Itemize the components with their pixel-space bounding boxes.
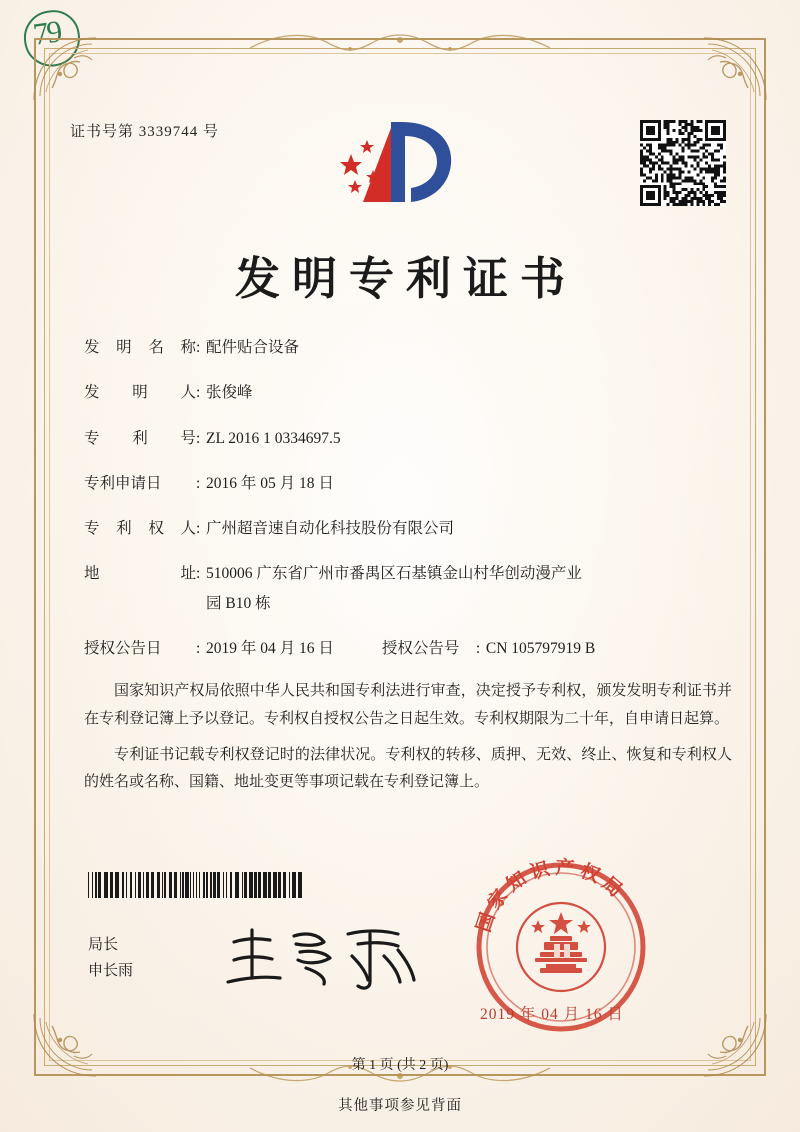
field-colon: : <box>196 520 201 537</box>
field-label-grant-number: 授权公告号 <box>381 639 460 657</box>
footer-note: 其他事项参见背面 <box>338 1098 462 1114</box>
field-grant-date <box>84 637 334 660</box>
field-label-patent-number: 专 利 号 <box>84 429 196 447</box>
field-colon: : <box>196 565 201 583</box>
svg-text:国 家 知 识 产 权 局: 国 家 知 识 产 权 局 <box>473 857 626 935</box>
handwritten-signature <box>220 916 440 996</box>
legal-text <box>84 678 732 805</box>
handwritten-id-text: 79 <box>30 13 63 52</box>
certificate-number: 证书号第 3339744 号 <box>70 124 220 140</box>
field-value-address <box>206 562 734 615</box>
field-colon: : <box>196 474 201 492</box>
field-value-patent-number: ZL 2016 1 0334697.5 <box>206 429 341 447</box>
field-value-invention-name: 配件贴合设备 <box>206 339 300 356</box>
field-value-grant-number: CN 105797919 B <box>485 639 596 657</box>
field-patent-number <box>84 427 734 450</box>
field-colon: : <box>196 384 201 402</box>
field-label-grant-date: 授权公告日 <box>84 639 162 657</box>
field-value-application-date: 2016 年 05 月 18 日 <box>206 474 334 492</box>
legal-paragraph-1: 国家知识产权局依照中华人民共和国专利法进行审查，决定授予专利权，颁发发明专利证书并在专利登记簿上予以登记。专利权自授权公告之日起生效。专利权期限为二十年，自申请日起算。 <box>84 683 732 727</box>
field-colon: : <box>196 639 201 657</box>
field-grant-row <box>84 637 734 660</box>
seal-date: 2019 年 04 月 16 日 <box>480 1006 624 1023</box>
field-value-inventor: 张俊峰 <box>206 384 253 402</box>
field-label-patentee: 专 利 权 人 <box>84 520 196 537</box>
patent-fields <box>84 336 734 682</box>
barcode <box>88 872 304 898</box>
field-patentee <box>84 517 734 540</box>
qr-code <box>640 120 726 206</box>
field-inventor <box>84 381 734 404</box>
field-grant-number <box>382 637 595 660</box>
field-value-patentee: 广州超音速自动化科技股份有限公司 <box>206 520 455 537</box>
field-colon: : <box>196 339 201 356</box>
page-title: 发明专利证书 <box>234 254 577 304</box>
certificate-content <box>60 64 740 1073</box>
field-address <box>84 562 734 615</box>
field-label-application-date: 专利申请日 <box>84 474 162 492</box>
field-label-invention-name: 发 明 名 称 <box>84 339 196 356</box>
edge-ornament-top <box>250 30 550 56</box>
legal-paragraph-2: 专利证书记载专利权登记时的法律状况。专利权的转移、质押、无效、终止、恢复和专利权人的姓名或名称、国籍、地址变更等事项记载在专利登记簿上。 <box>84 746 732 791</box>
field-value-address-line1: 510006 广东省广州市番禺区石基镇金山村华创动漫产业 <box>206 565 582 583</box>
field-value-grant-date: 2019 年 04 月 16 日 <box>206 639 334 657</box>
field-label-address: 地 址 <box>84 565 196 583</box>
cnipa-emblem-icon <box>327 114 467 209</box>
signature-title-label: 局长 <box>88 937 119 953</box>
page-indicator: 第 1 页 (共 2 页) <box>351 1058 449 1073</box>
field-invention-name <box>84 336 734 359</box>
field-application-date <box>84 472 734 495</box>
field-value-address-line2: 园 B10 栋 <box>206 594 271 612</box>
signature-name: 申长雨 <box>88 963 134 980</box>
field-label-inventor: 发 明 人 <box>84 384 196 402</box>
field-colon: : <box>475 639 481 657</box>
field-colon: : <box>196 429 201 447</box>
signature-block <box>88 932 133 985</box>
